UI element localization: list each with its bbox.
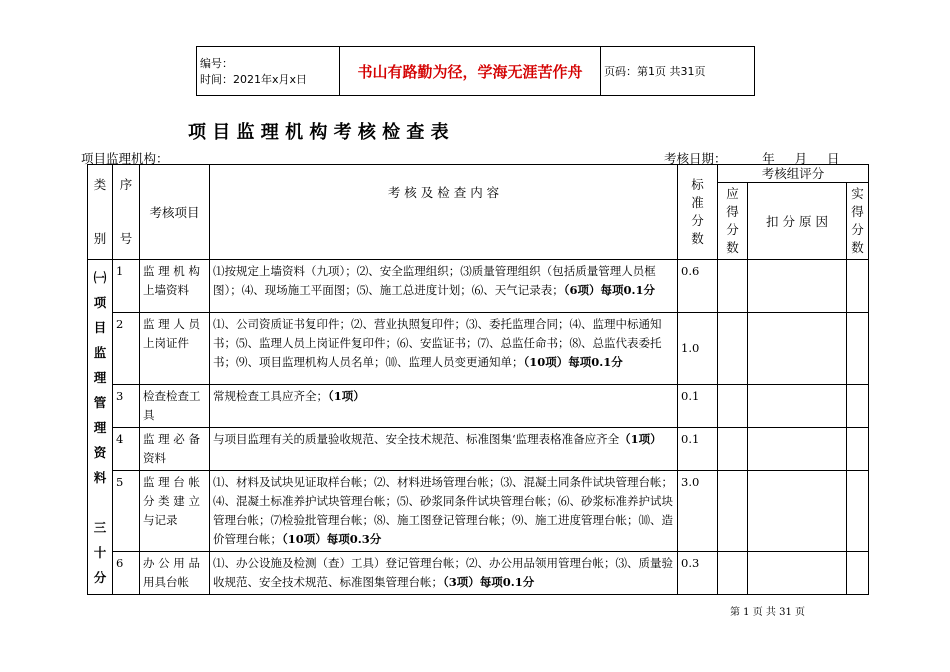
row-bold-note: （10项）每项0.1分 xyxy=(523,355,623,369)
row-item: 检查检查工具 xyxy=(140,385,210,428)
row-bold-note: （6项）每项0.1分 xyxy=(563,283,656,297)
deduct-cell[interactable] xyxy=(748,428,847,471)
row-item: 监 理 必 备 资料 xyxy=(140,428,210,471)
table-row xyxy=(88,260,869,313)
table-row xyxy=(88,471,869,552)
row-score: 1.0 xyxy=(678,313,718,385)
page-title: 项 目 监 理 机 构 考 核 检 查 表 xyxy=(188,122,449,143)
number-label: 编号： xyxy=(200,57,233,70)
row-bold-note: （3项）每项0.1分 xyxy=(443,575,535,589)
table-row xyxy=(88,313,869,385)
row-bold-note: （1项） xyxy=(619,432,662,446)
inspection-table xyxy=(87,164,869,595)
row-content: ⑴按规定上墙资料（九项）；⑵、安全监理组织；⑶质量管理组织（包括质量管理人员框图）；⑷、现场施工平面图；⑸、施工总进度计划；⑹、天气记录表；（6项）每项0.1分 xyxy=(210,260,678,313)
org-label: 项目监理机构： xyxy=(81,151,169,166)
deduct-cell[interactable] xyxy=(748,471,847,552)
row-bold-note: （1项） xyxy=(328,389,365,403)
row-score: 0.1 xyxy=(678,428,718,471)
row-seq: 5 xyxy=(113,471,140,552)
due-cell[interactable] xyxy=(718,428,748,471)
date-label: 考核日期： 年 月 日 xyxy=(664,151,840,166)
row-item: 监 理 台 帐 分 类 建 立 与记录 xyxy=(140,471,210,552)
row-seq: 4 xyxy=(113,428,140,471)
due-cell[interactable] xyxy=(718,552,748,595)
page-footer: 第 1 页 共 31 页 xyxy=(730,607,805,618)
row-content: ⑴、公司资质证书复印件；⑵、营业执照复印件；⑶、委托监理合同；⑷、监理中标通知书；⑸、监理人员上岗证件复印件；⑹、安监证书；⑺、总监任命书；⑻、总监代表委托书；⑼、项目监理机构人员名单；⑽、监理人员变更通知单；（10项）每项0.1分 xyxy=(210,313,678,385)
table-row xyxy=(88,552,869,595)
deduct-cell[interactable] xyxy=(748,552,847,595)
header-actual: 实 得 分 数 xyxy=(847,183,869,260)
header-standard: 标 准 分 数 xyxy=(678,165,718,260)
row-content: ⑴、办公设施及检测（查）工具）登记管理台帐；⑵、办公用品领用管理台帐；⑶、质量验收规范、安全技术规范、标准图集管理台帐；（3项）每项0.1分 xyxy=(210,552,678,595)
header-content: 考 核 及 检 查 内 容 xyxy=(210,165,678,260)
row-score: 0.1 xyxy=(678,385,718,428)
row-item: 监 理 人 员 上岗证件 xyxy=(140,313,210,385)
header-category: 类 别 xyxy=(88,165,113,260)
time-label: 时间：2021年x月x日 xyxy=(200,73,308,86)
actual-cell[interactable] xyxy=(847,471,869,552)
header-deduct: 扣 分 原 因 xyxy=(748,183,847,260)
actual-cell[interactable] xyxy=(847,552,869,595)
header-seq: 序 号 xyxy=(113,165,140,260)
row-item: 办 公 用 品 用具台帐 xyxy=(140,552,210,595)
row-seq: 1 xyxy=(113,260,140,313)
actual-cell[interactable] xyxy=(847,260,869,313)
deduct-cell[interactable] xyxy=(748,260,847,313)
page-label: 页码：第1页 共31页 xyxy=(601,47,755,96)
header-info-cell xyxy=(197,47,340,96)
deduct-cell[interactable] xyxy=(748,385,847,428)
due-cell[interactable] xyxy=(718,471,748,552)
header-item: 考核项目 xyxy=(140,165,210,260)
row-seq: 6 xyxy=(113,552,140,595)
category-label: ㈠ 项 目 监 理 管 理 资 料 三 十 分 xyxy=(88,260,113,595)
row-content: 常规检查工具应齐全；（1项） xyxy=(210,385,678,428)
header-box xyxy=(196,46,755,96)
due-cell[interactable] xyxy=(718,260,748,313)
row-bold-note: （10项）每项0.3分 xyxy=(282,532,382,546)
due-cell[interactable] xyxy=(718,385,748,428)
row-seq: 3 xyxy=(113,385,140,428)
actual-cell[interactable] xyxy=(847,313,869,385)
motto: 书山有路勤为径，学海无涯苦作舟 xyxy=(340,47,601,96)
row-score: 3.0 xyxy=(678,471,718,552)
actual-cell[interactable] xyxy=(847,385,869,428)
table-row xyxy=(88,428,869,471)
due-cell[interactable] xyxy=(718,313,748,385)
row-score: 0.3 xyxy=(678,552,718,595)
row-content: ⑴、材料及试块见证取样台帐；⑵、材料进场管理台帐；⑶、混凝土同条件试块管理台帐；⑷、混凝土标准养护试块管理台帐；⑸、砂浆同条件试块管理台帐；⑹、砂浆标准养护试块管理台帐；⑺检验批管理台帐；⑻、施工图登记管理台帐；⑼、施工进度管理台帐；⑽、造价管理台帐；（10项）每项0.3分 xyxy=(210,471,678,552)
row-content: 与项目监理有关的质量验收规范、安全技术规范、标准图集‘监理表格准备应齐全（1项） xyxy=(210,428,678,471)
deduct-cell[interactable] xyxy=(748,313,847,385)
header-group: 考核组评分 xyxy=(718,165,869,183)
row-score: 0.6 xyxy=(678,260,718,313)
table-row xyxy=(88,385,869,428)
row-seq: 2 xyxy=(113,313,140,385)
header-due: 应 得 分 数 xyxy=(718,183,748,260)
row-item: 监 理 机 构 上墙资料 xyxy=(140,260,210,313)
actual-cell[interactable] xyxy=(847,428,869,471)
